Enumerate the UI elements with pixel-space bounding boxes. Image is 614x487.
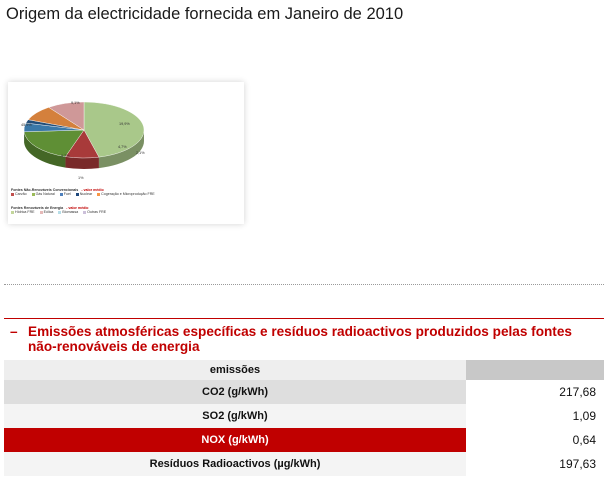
table-header-cell: emissões bbox=[4, 360, 466, 380]
section-bullet: – bbox=[10, 324, 18, 339]
pie-chart bbox=[8, 82, 244, 224]
page-title: Origem da electricidade fornecida em Janeiro de 2010 bbox=[6, 5, 404, 23]
legend-renewable bbox=[11, 206, 243, 214]
row-label: NOX (g/kWh) bbox=[4, 428, 466, 452]
pie-label: 9,7% bbox=[61, 154, 70, 158]
row-label: SO2 (g/kWh) bbox=[4, 404, 466, 428]
pie-label: 9,1% bbox=[71, 101, 80, 105]
legend-item: Nuclear bbox=[76, 192, 92, 196]
legend-title: Fontes Não-Renováveis Convencionais bbox=[11, 188, 79, 192]
legend-item: Carvão bbox=[11, 192, 27, 196]
legend-item: Eólica bbox=[40, 210, 54, 214]
legend-item: Biomassa bbox=[58, 210, 78, 214]
section-divider bbox=[4, 318, 604, 319]
legend-item: Cogeração e Microprodução FRE bbox=[97, 192, 155, 196]
row-value: 217,68 bbox=[466, 380, 604, 404]
legend-item: Fuel bbox=[60, 192, 71, 196]
section-heading-text: Emissões atmosféricas específicas e resíduos radioactivos produzidos pelas fontes não-renováveis de energia bbox=[28, 324, 572, 354]
table-row-highlighted bbox=[4, 428, 604, 452]
legend-item: Gás Natural bbox=[32, 192, 55, 196]
pie-label: 1% bbox=[78, 176, 84, 180]
table-header-value-cell bbox=[466, 360, 604, 380]
row-value: 197,63 bbox=[466, 452, 604, 476]
pie-label: 45,9% bbox=[21, 123, 32, 127]
legend-item: Hídrica FRE bbox=[11, 210, 35, 214]
row-value: 1,09 bbox=[466, 404, 604, 428]
table-row bbox=[4, 380, 604, 404]
legend-title: Fontes Renováveis de Energia bbox=[11, 206, 64, 210]
legend-note: - valor médio bbox=[66, 206, 89, 210]
legend-non-renewable bbox=[11, 188, 243, 196]
table-row bbox=[4, 452, 604, 476]
table-header-row bbox=[4, 360, 604, 380]
table-row bbox=[4, 404, 604, 428]
pie-chart-figure bbox=[8, 82, 244, 224]
pie-label: 2,1% bbox=[136, 151, 145, 155]
row-label: Resíduos Radioactivos (µg/kWh) bbox=[4, 452, 466, 476]
pie-slice-side bbox=[65, 157, 98, 169]
dotted-divider bbox=[4, 284, 604, 285]
section-heading bbox=[10, 324, 590, 354]
row-label: CO2 (g/kWh) bbox=[4, 380, 466, 404]
legend-note: - valor médio bbox=[81, 188, 104, 192]
emissions-table bbox=[4, 360, 604, 476]
row-value: 0,64 bbox=[466, 428, 604, 452]
pie-label: 4,7% bbox=[118, 145, 127, 149]
legend-item: Outras FRE bbox=[83, 210, 106, 214]
pie-label: 19,9% bbox=[119, 122, 130, 126]
